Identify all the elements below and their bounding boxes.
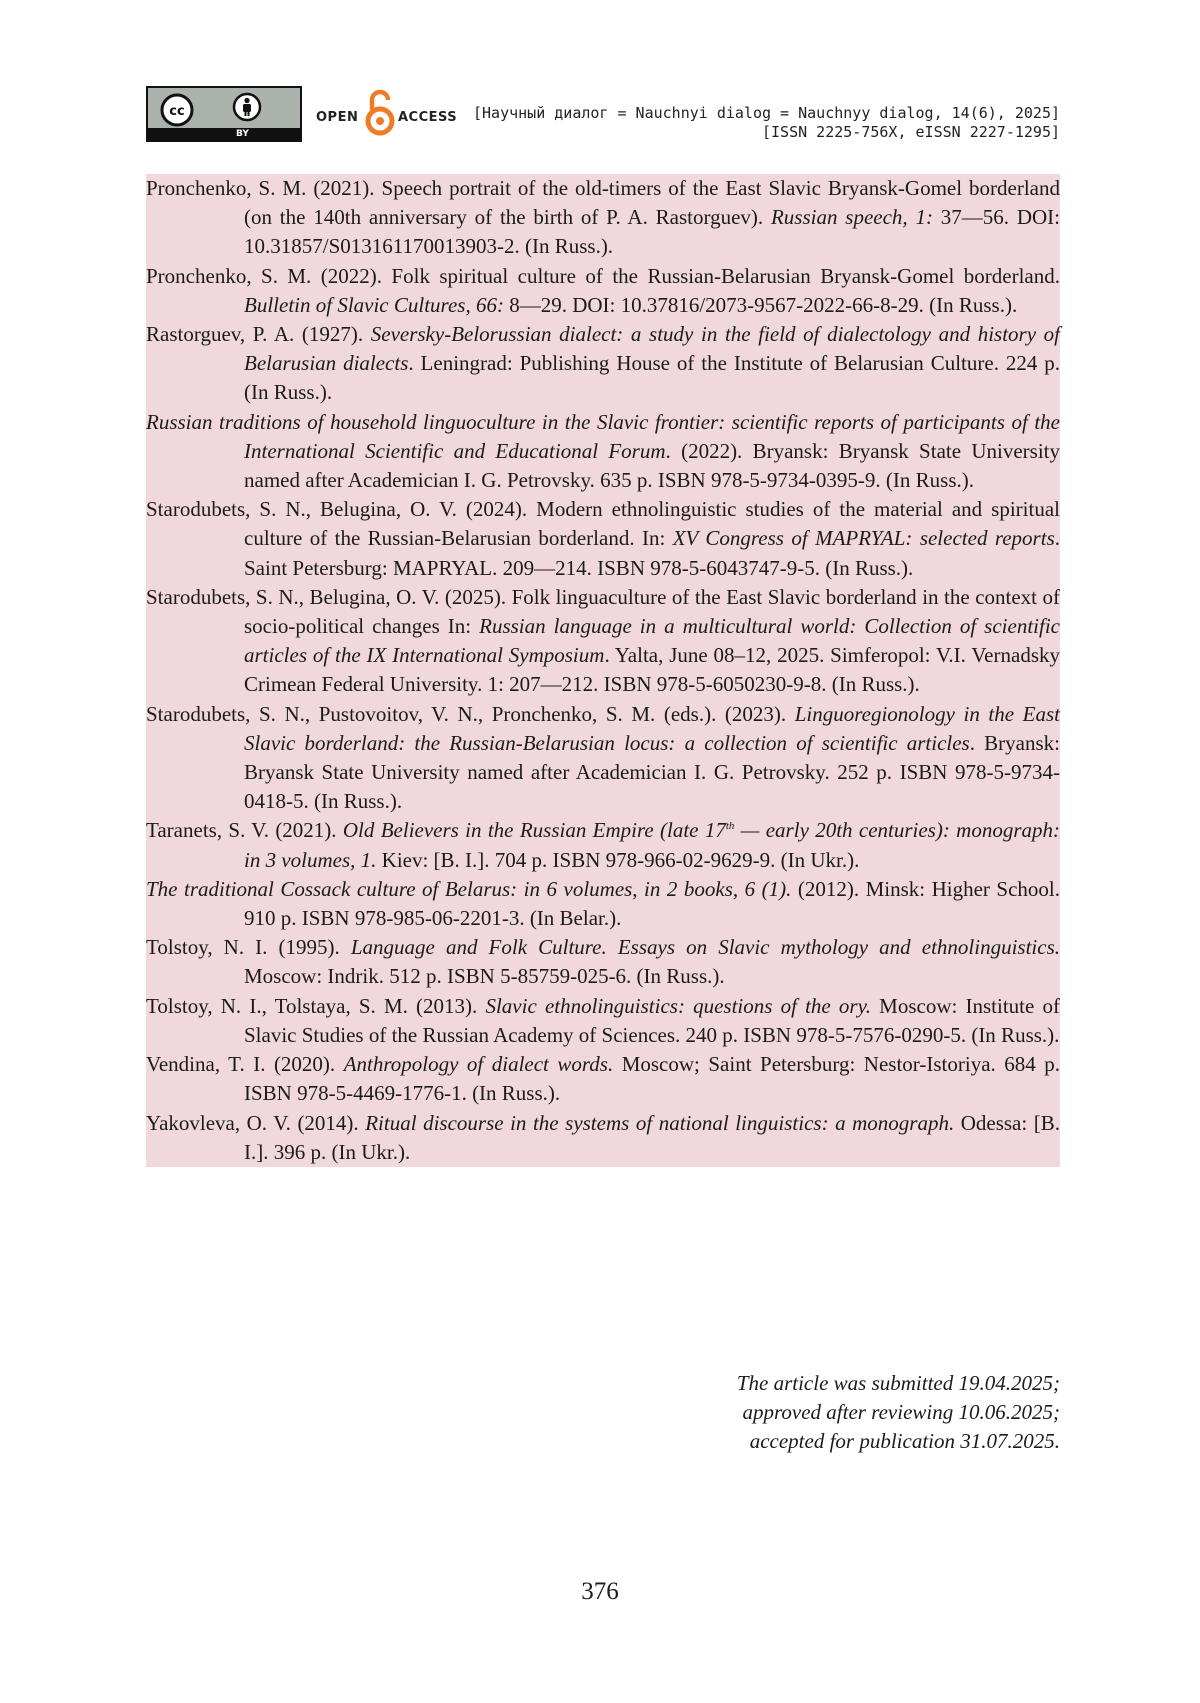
reference-item: Starodubets, S. N., Pustovoitov, V. N., Pronchenko, S. M. (eds.). (2023). Linguoregionology in the East Slavic borderland: the Russian-Belarusian locus: a collection of scientific articles. Bryansk: Bryansk State University named after Academician I. G. Petrovsky. 252 p. ISBN 978-5-9734-0418-5. (In Russ.). bbox=[146, 701, 1060, 814]
open-access-lock-icon bbox=[364, 86, 396, 138]
reference-item: Tolstoy, N. I., Tolstaya, S. M. (2013). Slavic ethnolinguistics: questions of the ory. Moscow: Institute of Slavic Studies of the Russian Academy of Sciences. 240 p. ISBN 978-5-7576-0290-5. (In Russ.). bbox=[146, 993, 1060, 1047]
journal-citation: [Научный диалог = Nauchnyi dialog = Nauchnyy dialog, 14(6), 2025] bbox=[473, 104, 1060, 122]
reference-item: Vendina, T. I. (2020). Anthropology of dialect words. Moscow; Saint Petersburg: Nestor-Istoriya. 684 p. ISBN 978-5-4469-1776-1. (In Russ.). bbox=[146, 1052, 1061, 1106]
reference-item: Starodubets, S. N., Belugina, O. V. (2025). Folk linguaculture of the East Slavic borderland in the context of socio-political changes In: Russian language in a multicultural world: Collection of scientific articles of the IX International Symposium. Yalta, June 08–12, 2025. Simferopol: V.I. Vernadsky Crimean Federal University. 1: 207—212. ISBN 978-5-6050230-9-8. (In Russ.). bbox=[146, 584, 1060, 697]
reference-item: Tolstoy, N. I. (1995). Language and Folk Culture. Essays on Slavic mythology and ethnolinguistics. Moscow: Indrik. 512 p. ISBN 5-85759-025-6. (In Russ.). bbox=[146, 935, 1060, 989]
page-number: 376 bbox=[581, 1578, 619, 1605]
license-strip bbox=[148, 128, 300, 140]
reference-item: Pronchenko, S. M. (2022). Folk spiritual culture of the Russian-Belarusian Bryansk-Gomel borderland. Bulletin of Slavic Cultures, 66: 8—29. DOI: 10.37816/2073-9567-2022-66-8-29. (In Russ.). bbox=[146, 263, 1060, 317]
journal-issn: [ISSN 2225-756X, eISSN 2227-1295] bbox=[761, 123, 1060, 141]
reference-item: Taranets, S. V. (2021). Old Believers in the Russian Empire (late 17th — early 20th centuries): monograph: in 3 volumes, 1. Kiev: [B. I.]. 704 p. ISBN 978-966-02-9629-9. (In Ukr.). bbox=[146, 818, 1060, 872]
accepted-date: accepted for publication 31.07.2025. bbox=[749, 1429, 1060, 1453]
page-header bbox=[146, 86, 1060, 142]
journal-info bbox=[473, 104, 1060, 142]
oa-access-text: ACCESS bbox=[398, 110, 458, 125]
reference-item: The traditional Cossack culture of Belarus: in 6 volumes, in 2 books, 6 (1). (2012). Minsk: Higher School. 910 p. ISBN 978-985-06-2201-3. (In Belar.). bbox=[146, 876, 1060, 931]
cc-by-license-badge[interactable] bbox=[146, 86, 302, 142]
svg-text:cc: cc bbox=[169, 104, 185, 119]
reference-item: Yakovleva, O. V. (2014). Ritual discourse in the systems of national linguistics: a monograph. Odessa: [B. I.]. 396 p. (In Ukr.). bbox=[146, 1110, 1060, 1164]
submitted-date: The article was submitted 19.04.2025; bbox=[736, 1371, 1060, 1395]
cc-icon bbox=[160, 93, 194, 127]
open-access-logo bbox=[316, 86, 466, 142]
reference-item: Rastorguev, P. A. (1927). Seversky-Belorussian dialect: a study in the field of dialectology and history of Belarusian dialects. Leningrad: Publishing House of the Institute of Belarusian Culture. 224 p. (In Russ.). bbox=[146, 322, 1060, 405]
reference-list bbox=[146, 174, 1060, 1167]
license-by-label: BY bbox=[236, 129, 249, 139]
reference-item: Russian traditions of household linguoculture in the Slavic frontier: scientific reports of participants of the International Scientific and Educational Forum. (2022). Bryansk: Bryansk State University named after Academician I. G. Petrovsky. 635 p. ISBN 978-5-9734-0395-9. (In Russ.). bbox=[146, 409, 1061, 493]
reference-item: Pronchenko, S. M. (2021). Speech portrait of the old-timers of the East Slavic Bryansk-Gomel borderland (on the 140th anniversary of the birth of P. A. Rastorguev). Russian speech, 1: 37—56. DOI: 10.31857/S013161170013903-2. (In Russ.). bbox=[146, 176, 1060, 259]
attribution-person-icon bbox=[232, 92, 262, 122]
submission-dates bbox=[737, 1369, 1060, 1456]
reference-item: Starodubets, S. N., Belugina, O. V. (2024). Modern ethnolinguistic studies of the material and spiritual culture of the Russian-Belarusian borderland. In: XV Congress of MAPRYAL: selected reports. Saint Petersburg: MAPRYAL. 209—214. ISBN 978-5-6043747-9-5. (In Russ.). bbox=[146, 497, 1060, 580]
approved-date: approved after reviewing 10.06.2025; bbox=[742, 1400, 1060, 1424]
oa-open-text: OPEN bbox=[316, 110, 359, 125]
